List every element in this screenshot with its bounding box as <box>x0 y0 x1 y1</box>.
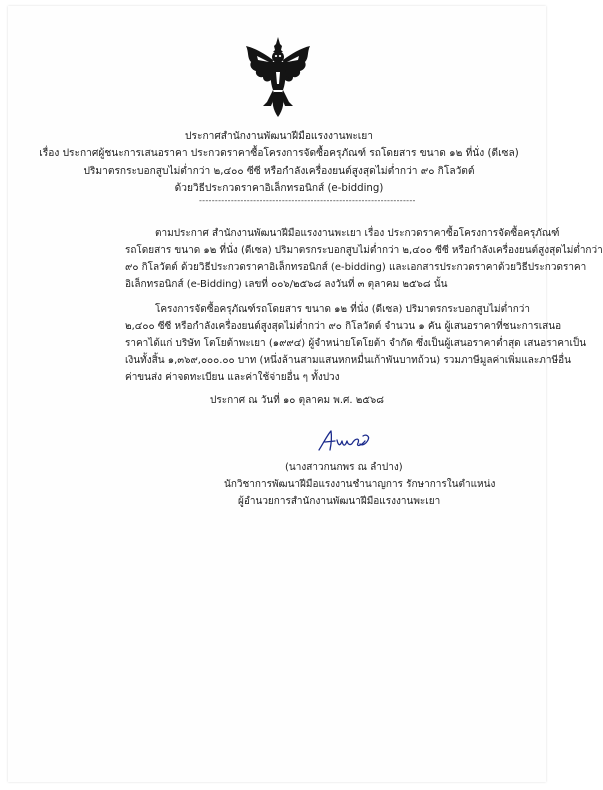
paragraph-2-line: ค่าขนส่ง ค่าจดทะเบียน และค่าใช้จ่ายอื่น ๆ ทั้งปวง <box>125 372 340 383</box>
handwritten-signature <box>316 428 376 454</box>
document-subject-method: ด้วยวิธีประกวดราคาอิเล็กทรอนิกส์ (e-bidding) <box>174 183 384 194</box>
signatory-name: (นางสาวกนกพร ณ ลำปาง) <box>285 462 403 473</box>
paragraph-1-line: อิเล็กทรอนิกส์ (e-Bidding) เลขที่ ๐๐๖/๒๕๖๘ ลงวันที่ ๓ ตุลาคม ๒๕๖๘ นั้น <box>125 279 448 290</box>
paragraph-2-line: ๒,๔๐๐ ซีซี หรือกำลังเครื่องยนต์สูงสุดไม่ต่ำกว่า ๙๐ กิโลวัตต์ จำนวน ๑ คัน ผู้เสนอราคาที่ชนะการเสนอ <box>125 321 562 332</box>
paragraph-1-line: ๙๐ กิโลวัตต์ ด้วยวิธีประกวดราคาอิเล็กทรอนิกส์ (e-bidding) และเอกสารประกวดราคาด้วยวิธีประกวดราคา <box>125 262 587 273</box>
signatory-office: ผู้อำนวยการสำนักงานพัฒนาฝีมือแรงงานพะเยา <box>238 496 441 507</box>
paragraph-1-line: รถโดยสาร ขนาด ๑๒ ที่นั่ง (ดีเซล) ปริมาตรกระบอกสูบไม่ต่ำกว่า ๒,๔๐๐ ซีซี หรือกำลังเครื่องยนต์สูงสุดไม่ต่ำกว่า <box>125 245 603 256</box>
garuda-emblem-icon <box>243 36 313 118</box>
paragraph-2-line: ราคาได้แก่ บริษัท โตโยต้าพะเยา (๑๙๙๔) ผู้จำหน่ายโตโยต้า จำกัด ซึ่งเป็นผู้เสนอราคาต่ำสุด เสนอราคาเป็น <box>125 338 587 349</box>
document-subject: เรื่อง ประกาศผู้ชนะการเสนอราคา ประกวดราคาซื้อโครงการจัดซื้อครุภัณฑ์ รถโดยสาร ขนาด ๑๒ ที่นั่ง (ดีเซล) <box>39 148 519 159</box>
announcement-date: ประกาศ ณ วันที่ ๑๐ ตุลาคม พ.ศ. ๒๕๖๘ <box>210 395 384 406</box>
header-separator: -------------------------------------------------------------------- <box>199 196 416 205</box>
document-subject-continued: ปริมาตรกระบอกสูบไม่ต่ำกว่า ๒,๔๐๐ ซีซี หรือกำลังเครื่องยนต์สูงสุดไม่ต่ำกว่า ๙๐ กิโลวัตต์ <box>83 166 475 177</box>
document-issuer: ประกาศสำนักงานพัฒนาฝีมือแรงงานพะเยา <box>185 131 373 142</box>
paragraph-2-line: เงินทั้งสิ้น ๑,๓๖๙,๐๐๐.๐๐ บาท (หนึ่งล้านสามแสนหกหมื่นเก้าพันบาทถ้วน) รวมภาษีมูลค่าเพิ่มและภาษีอื่น <box>125 355 571 366</box>
paragraph-2-line: โครงการจัดซื้อครุภัณฑ์รถโดยสาร ขนาด ๑๒ ที่นั่ง (ดีเซล) ปริมาตรกระบอกสูบไม่ต่ำกว่า <box>155 304 530 315</box>
paragraph-1-line: ตามประกาศ สำนักงานพัฒนาฝีมือแรงงานพะเยา เรื่อง ประกวดราคาซื้อโครงการจัดซื้อครุภัณฑ์ <box>155 228 560 239</box>
signatory-position: นักวิชาการพัฒนาฝีมือแรงงานชำนาญการ รักษาการในตำแหน่ง <box>224 479 496 490</box>
